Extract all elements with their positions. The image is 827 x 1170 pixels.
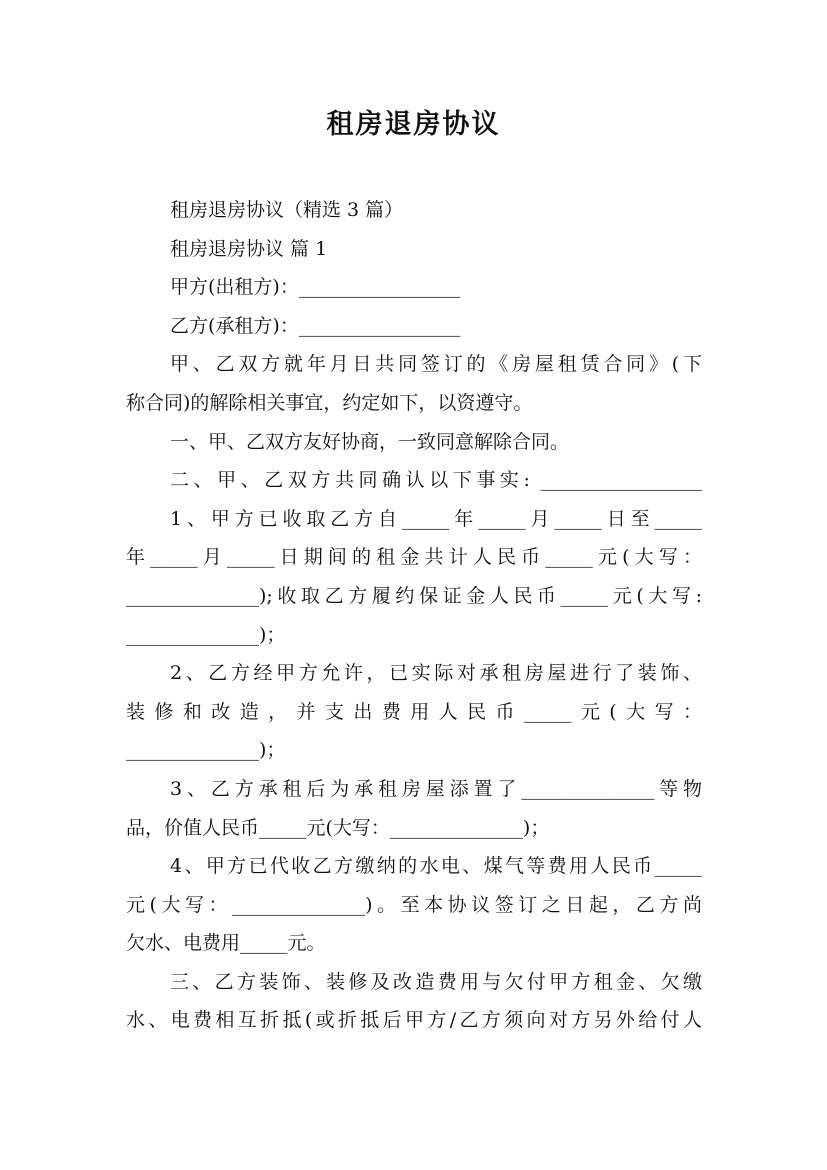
paragraph-line: 4、甲方已代收乙方缴纳的水电、煤气等费用人民币_____ [170,855,702,878]
paragraph-line: 甲、乙双方就年月日共同签订的《房屋租赁合同》(下 [170,353,702,376]
paragraph-line: 二、甲、乙双方共同确认以下事实: _________________ [170,469,702,492]
paragraph-line: 甲方(出租方)：_________________ [170,276,461,299]
paragraph-line: 称合同)的解除相关事宜，约定如下，以资遵守。 [126,391,533,414]
paragraph-line: 水、电费相互折抵(或折抵后甲方/乙方须向对方另外给付人 [126,1009,702,1032]
paragraph-line: 元(大写：______________)。至本协议签订之日起，乙方尚 [126,893,702,916]
paragraph-line: 三、乙方装饰、装修及改造费用与欠付甲方租金、欠缴 [170,970,702,993]
paragraph-line: 年_____月_____日期间的租金共计人民币_____元(大写： [126,546,702,569]
paragraph-line: 欠水、电费用_____元。 [126,932,326,955]
paragraph-line: 2、乙方经甲方允许，已实际对承租房屋进行了装饰、 [170,662,702,685]
paragraph-line: 品，价值人民币_____元(大写：______________)； [126,816,550,839]
paragraph-line: ______________);收取乙方履约保证金人民币_____元(大写: [126,584,702,607]
document-body [126,191,702,1040]
paragraph-line: 装修和改造，并支出费用人民币_____元(大写： [126,700,702,723]
paragraph-line: 1、甲方已收取乙方自_____年_____月_____日至_____ [170,507,702,530]
paragraph-line: ______________)； [126,623,286,646]
paragraph-line: ______________)； [126,739,286,762]
document-title: 租房退房协议 [326,109,501,140]
paragraph-line: 租房退房协议（精选 3 篇） [170,199,404,221]
paragraph-line: 一、甲、乙双方友好协商，一致同意解除合同。 [170,430,570,453]
paragraph-line: 乙方(承租方)：_________________ [170,314,461,337]
paragraph-line: 3、乙方承租后为承租房屋添置了______________等物 [170,777,702,800]
paragraph-line: 租房退房协议 篇 1 [170,237,328,260]
